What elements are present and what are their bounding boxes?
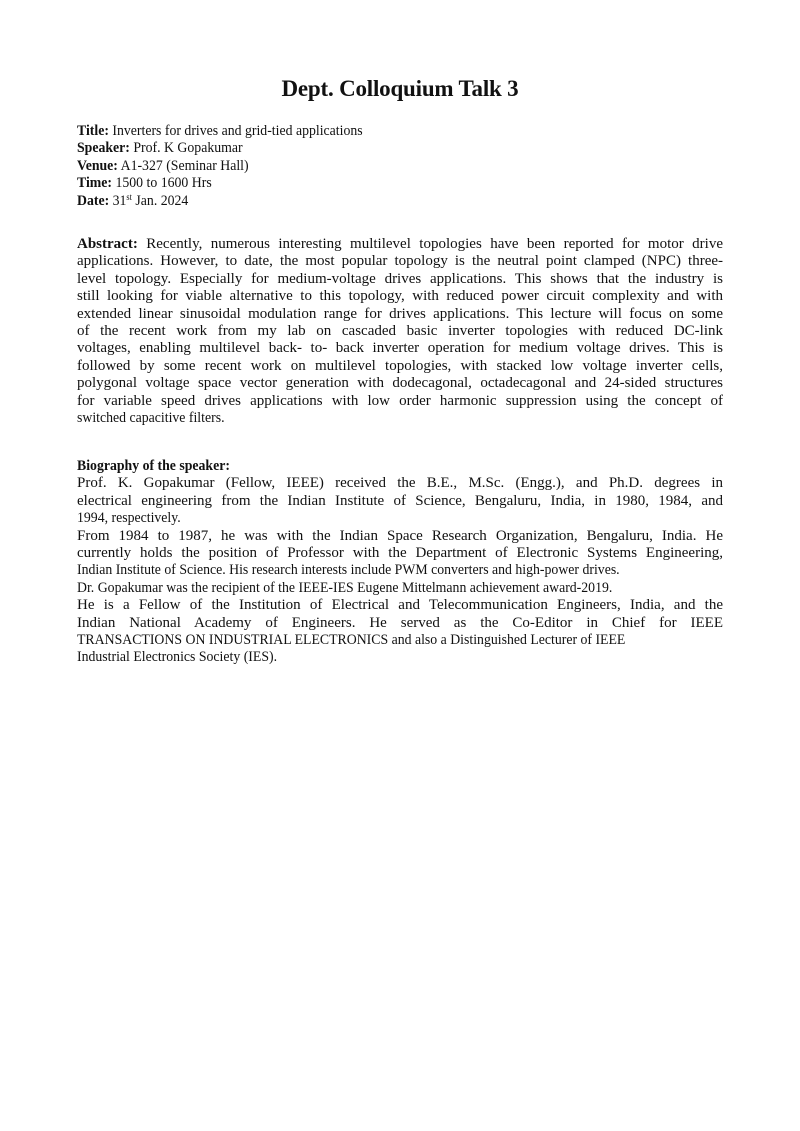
bio-text: Industrial Electronics Society (IES). xyxy=(77,649,278,666)
date-label: Date: xyxy=(77,192,110,209)
bio-line xyxy=(77,632,723,649)
abstract-line: of the recent work from my lab on cascaded basic inverter topologies with reduced DC-link xyxy=(77,322,723,339)
speaker-row xyxy=(77,140,723,157)
bio-line: Indian National Academy of Engineers. He served as the Co-Editor in Chief for IEEE xyxy=(77,614,723,631)
abstract-line: followed by some recent work on multilevel topologies, with stacked low voltage inverter cells, xyxy=(77,357,723,374)
abstract-line xyxy=(77,410,723,427)
bio-line xyxy=(77,649,723,666)
biography-heading xyxy=(77,458,723,475)
time-label: Time: xyxy=(77,175,113,192)
time-value: 1500 to 1600 Hrs xyxy=(115,175,212,192)
abstract-line: voltages, enabling multilevel back- to- back inverter operation for medium voltage drives. This is xyxy=(77,340,723,357)
bio-line: He is a Fellow of the Institution of Electrical and Telecommunication Engineers, India, and the xyxy=(77,597,723,614)
abstract-text: Recently, numerous interesting multilevel topologies have been reported for motor drive xyxy=(146,236,723,252)
speaker-label: Speaker: xyxy=(77,140,130,157)
bio-line: Prof. K. Gopakumar (Fellow, IEEE) received the B.E., M.Sc. (Engg.), and Ph.D. degrees in xyxy=(77,475,723,492)
bio-line: From 1984 to 1987, he was with the Indian Space Research Organization, Bengaluru, India. He xyxy=(77,527,723,544)
time-row xyxy=(77,175,723,192)
date-day: 31 xyxy=(112,192,127,209)
date-row xyxy=(77,193,723,210)
title-value: Inverters for drives and grid-tied applications xyxy=(112,123,363,139)
page-title: Dept. Colloquium Talk 3 xyxy=(281,76,519,101)
bio-line: currently holds the position of Professor with the Department of Electronic Systems Engineering, xyxy=(77,544,723,561)
abstract-line xyxy=(77,236,723,253)
abstract-line: still looking for viable alternative to this topology, with reduced power circuit complexity and with xyxy=(77,288,723,305)
abstract-label: Abstract: xyxy=(77,236,138,252)
bio-line xyxy=(77,580,723,597)
bio-line xyxy=(77,562,723,579)
bio-text: TRANSACTIONS ON INDUSTRIAL ELECTRONICS and also a Distinguished Lecturer of IEEE xyxy=(77,631,626,648)
abstract-line: for variable speed drives applications with low order harmonic suppression using the concept of xyxy=(77,392,723,409)
abstract-line: polygonal voltage space vector generation with dodecagonal, octadecagonal and 24-sided structures xyxy=(77,375,723,392)
abstract-line: applications. However, to date, the most popular topology is the neutral point clamped (NPC) three- xyxy=(77,253,723,270)
abstract-line: level topology. Especially for medium-voltage drives applications. This shows that the industry is xyxy=(77,270,723,287)
bio-line: electrical engineering from the Indian Institute of Science, Bengaluru, India, in 1980, 1984, and xyxy=(77,492,723,509)
title-label: Title: xyxy=(77,123,109,139)
venue-value: A1-327 (Seminar Hall) xyxy=(120,157,249,174)
abstract-text: switched capacitive filters. xyxy=(77,409,225,426)
title-row xyxy=(77,123,723,140)
date-suffix: st xyxy=(126,191,132,202)
biography-heading-text: Biography of the speaker: xyxy=(77,458,230,474)
bio-text: Dr. Gopakumar was the recipient of the IEEE-IES Eugene Mittelmann achievement award-2019. xyxy=(77,579,613,596)
talk-details xyxy=(77,123,723,210)
bio-text: Indian Institute of Science. His research interests include PWM converters and high-power drives. xyxy=(77,562,620,579)
abstract-section xyxy=(77,236,723,427)
venue-row xyxy=(77,158,723,175)
bio-text: 1994, respectively. xyxy=(77,510,181,527)
date-rest: Jan. 2024 xyxy=(135,192,189,209)
bio-line xyxy=(77,510,723,527)
speaker-value: Prof. K Gopakumar xyxy=(133,140,243,157)
biography-section xyxy=(77,458,723,667)
abstract-line: extended linear sinusoidal modulation range for drives applications. This lecture will focus on some xyxy=(77,305,723,322)
venue-label: Venue: xyxy=(77,157,118,174)
